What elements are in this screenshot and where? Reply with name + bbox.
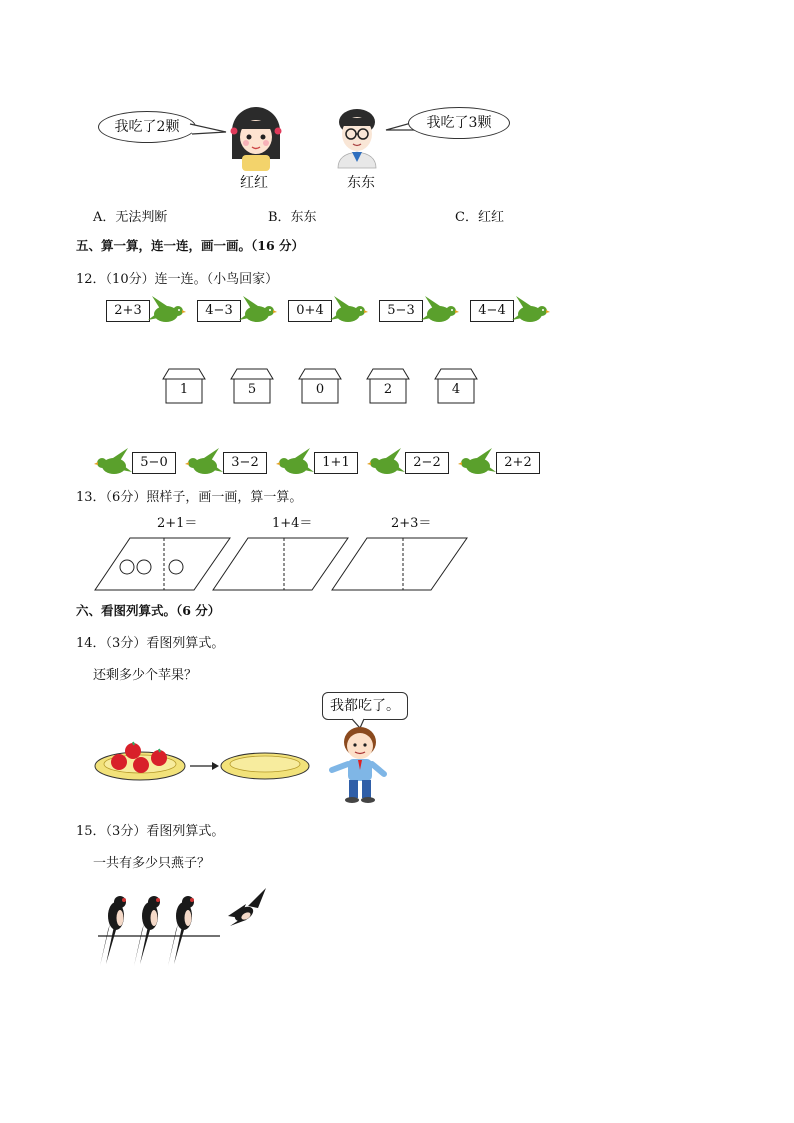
- swallows-on-wire: [96, 886, 272, 970]
- arrow-icon: [190, 760, 220, 772]
- boy-illustration: [326, 724, 388, 804]
- bottom-equation-3[interactable]: 1+1: [314, 452, 358, 474]
- bird-icon: [330, 294, 368, 326]
- boy-name: 东东: [347, 175, 375, 191]
- parallelogram-blank-2[interactable]: [331, 537, 469, 591]
- q13-formula-3: 2+3＝: [391, 516, 432, 531]
- empty-plate: [219, 751, 311, 781]
- boy-speech-box: [322, 692, 408, 720]
- girl-speech-bubble: 我吃了2颗: [98, 111, 196, 143]
- top-equation-1[interactable]: 2+3: [106, 300, 150, 322]
- girl-name: 红红: [240, 175, 268, 191]
- q12-text: 12．（10分）连一连。（小鸟回家）: [76, 272, 279, 287]
- bottom-equation-5[interactable]: 2+2: [496, 452, 540, 474]
- boy-speech-text: 我都吃了。: [330, 698, 400, 714]
- top-equation-3[interactable]: 0+4: [288, 300, 332, 322]
- boy-speech-bubble: 我吃了3颗: [408, 107, 510, 139]
- bird-icon: [94, 446, 132, 478]
- bird-icon: [367, 446, 405, 478]
- bird-icon: [148, 294, 186, 326]
- top-equation-5[interactable]: 4−4: [470, 300, 514, 322]
- house-number: 0: [315, 382, 325, 397]
- top-equation-4[interactable]: 5−3: [379, 300, 423, 322]
- girl-illustration: [226, 105, 286, 171]
- section-6-title: 六、看图列算式。（6 分）: [76, 603, 221, 618]
- bird-icon: [276, 446, 314, 478]
- q14-question: 还剩多少个苹果？: [93, 668, 198, 683]
- option-a[interactable]: A．无法判断: [93, 210, 168, 225]
- bird-icon: [185, 446, 223, 478]
- top-equation-2[interactable]: 4−3: [197, 300, 241, 322]
- house-number: 5: [247, 382, 257, 397]
- house-number: 1: [179, 382, 189, 397]
- house-number: 2: [383, 382, 393, 397]
- q15-question: 一共有多少只燕子？: [93, 856, 211, 871]
- q13-text: 13．（6分）照样子，画一画，算一算。: [76, 490, 303, 505]
- girl-bubble-tail: [190, 118, 230, 138]
- bird-icon: [512, 294, 550, 326]
- bottom-equation-2[interactable]: 3−2: [223, 452, 267, 474]
- house-number: 4: [451, 382, 461, 397]
- q15-text: 15．（3分）看图列算式。: [76, 824, 225, 839]
- bottom-equation-4[interactable]: 2−2: [405, 452, 449, 474]
- q14-text: 14．（3分）看图列算式。: [76, 636, 225, 651]
- bird-icon: [239, 294, 277, 326]
- q13-formula-2: 1+4＝: [272, 516, 313, 531]
- q13-formula-1: 2+1＝: [157, 516, 198, 531]
- plate-with-apples: [93, 738, 187, 782]
- bird-icon: [458, 446, 496, 478]
- parallelogram-blank-1[interactable]: [212, 537, 350, 591]
- boy-illustration: [332, 106, 382, 170]
- option-c[interactable]: C．红红: [455, 210, 504, 225]
- bird-icon: [421, 294, 459, 326]
- option-b[interactable]: B．东东: [268, 210, 317, 225]
- bottom-equation-1[interactable]: 5−0: [132, 452, 176, 474]
- section-5-title: 五、算一算，连一连，画一画。（16 分）: [76, 238, 304, 253]
